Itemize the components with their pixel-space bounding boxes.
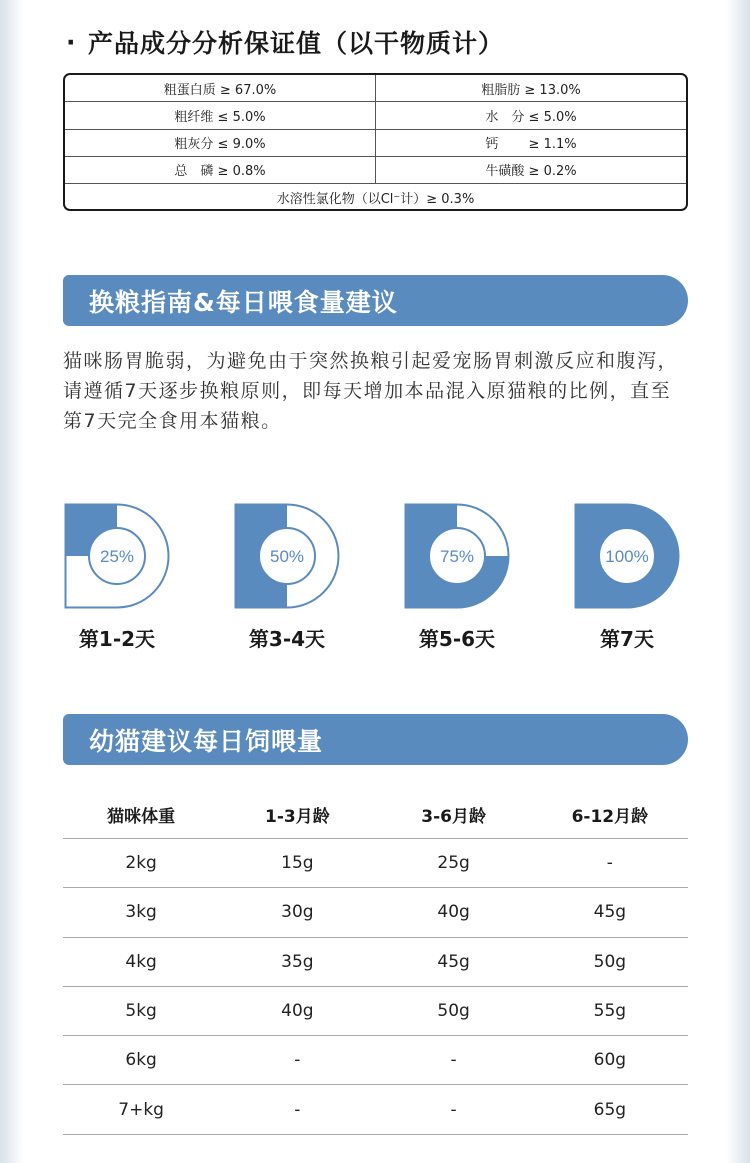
table-cell: 7+kg <box>118 1099 164 1120</box>
guarantee-cell: 钙 ≥ 1.1% <box>375 130 686 156</box>
progress-percent: 25% <box>99 547 135 566</box>
progress-icon <box>234 503 340 609</box>
table-cell: - <box>606 853 613 874</box>
guarantee-cell: 粗纤维 ≤ 5.0% <box>174 109 266 125</box>
guarantee-row <box>65 130 686 157</box>
guarantee-row <box>65 184 686 211</box>
table-cell: 6kg <box>125 1050 157 1071</box>
table-cell: 15g <box>281 853 314 874</box>
guarantee-title-text: 产品成分分析保证值（以干物质计） <box>88 29 505 58</box>
feeding-header <box>63 714 688 765</box>
progress-icon <box>404 503 510 609</box>
step-4 <box>574 503 680 652</box>
table-cell: 3kg <box>125 902 157 923</box>
column-header: 猫咪体重 <box>107 807 176 827</box>
guide-paragraph: 猫咪肠胃脆弱，为避免由于突然换粮引起爱宠肠胃刺激反应和腹泻，请遵循7天逐步换粮原则，即每天增加本品混入原猫粮的比例，直至第7天完全食用本猫粮。 <box>63 350 679 432</box>
progress-percent: 75% <box>439 547 475 566</box>
table-cell: - <box>450 1099 457 1120</box>
feeding-title: 幼猫建议每日饲喂量 <box>89 726 324 756</box>
guarantee-cell-wide: 水溶性氯化物（以Cl⁻计）≥ 0.3% <box>276 192 475 208</box>
guarantee-cell: 粗灰分 ≤ 9.0% <box>174 137 266 153</box>
guarantee-cell: 牛磺酸 ≥ 0.2% <box>375 157 686 183</box>
table-cell: 45g <box>437 951 470 972</box>
table-cell: 60g <box>593 1050 627 1071</box>
guarantee-cell: 水 分 ≤ 5.0% <box>375 102 686 128</box>
guarantee-row <box>65 102 686 129</box>
table-row <box>63 938 688 987</box>
step-3 <box>404 503 510 652</box>
step-label: 第1-2天 <box>78 627 156 651</box>
guarantee-row <box>65 157 686 184</box>
progress-icon <box>64 503 170 609</box>
table-cell: 50g <box>593 951 627 972</box>
table-cell: - <box>294 1050 301 1071</box>
step-label: 第7天 <box>600 627 654 651</box>
guarantee-table <box>63 73 688 211</box>
table-cell: 5kg <box>125 1001 157 1022</box>
table-row <box>63 987 688 1036</box>
table-cell: 25g <box>437 853 470 874</box>
column-header: 1-3月龄 <box>265 807 330 827</box>
feeding-header-row <box>63 791 688 839</box>
table-cell: 2kg <box>125 853 157 874</box>
guarantee-cell: 粗蛋白质 ≥ 67.0% <box>163 82 277 98</box>
guarantee-row <box>65 75 686 102</box>
table-cell: 45g <box>593 902 627 923</box>
column-header: 3-6月龄 <box>421 807 486 827</box>
table-cell: 30g <box>281 902 314 923</box>
progress-percent: 100% <box>605 547 649 566</box>
column-header: 6-12月龄 <box>571 807 649 827</box>
step-label: 第5-6天 <box>418 627 496 651</box>
table-cell: 40g <box>437 902 470 923</box>
table-row <box>63 839 688 888</box>
table-cell: 65g <box>593 1099 627 1120</box>
step-2 <box>234 503 340 652</box>
table-cell: 4kg <box>125 951 157 972</box>
table-row <box>63 888 688 937</box>
table-cell: 35g <box>281 951 314 972</box>
step-label: 第3-4天 <box>248 627 326 651</box>
bullet-dot: · <box>66 27 77 57</box>
progress-icon <box>574 503 680 609</box>
guarantee-cell: 粗脂肪 ≥ 13.0% <box>375 75 686 101</box>
table-cell: - <box>450 1050 457 1071</box>
table-row <box>63 1036 688 1085</box>
table-cell: 40g <box>281 1001 314 1022</box>
table-cell: 55g <box>593 1001 627 1022</box>
table-cell: 50g <box>437 1001 470 1022</box>
table-row <box>63 1085 688 1134</box>
feeding-table <box>63 791 688 1135</box>
table-cell: - <box>294 1099 301 1120</box>
guarantee-title <box>66 24 504 60</box>
step-1 <box>64 503 170 652</box>
guide-header <box>63 275 688 326</box>
guide-title: 换粮指南&每日喂食量建议 <box>89 287 398 317</box>
guarantee-cell: 总 磷 ≥ 0.8% <box>174 164 266 180</box>
progress-percent: 50% <box>269 547 305 566</box>
